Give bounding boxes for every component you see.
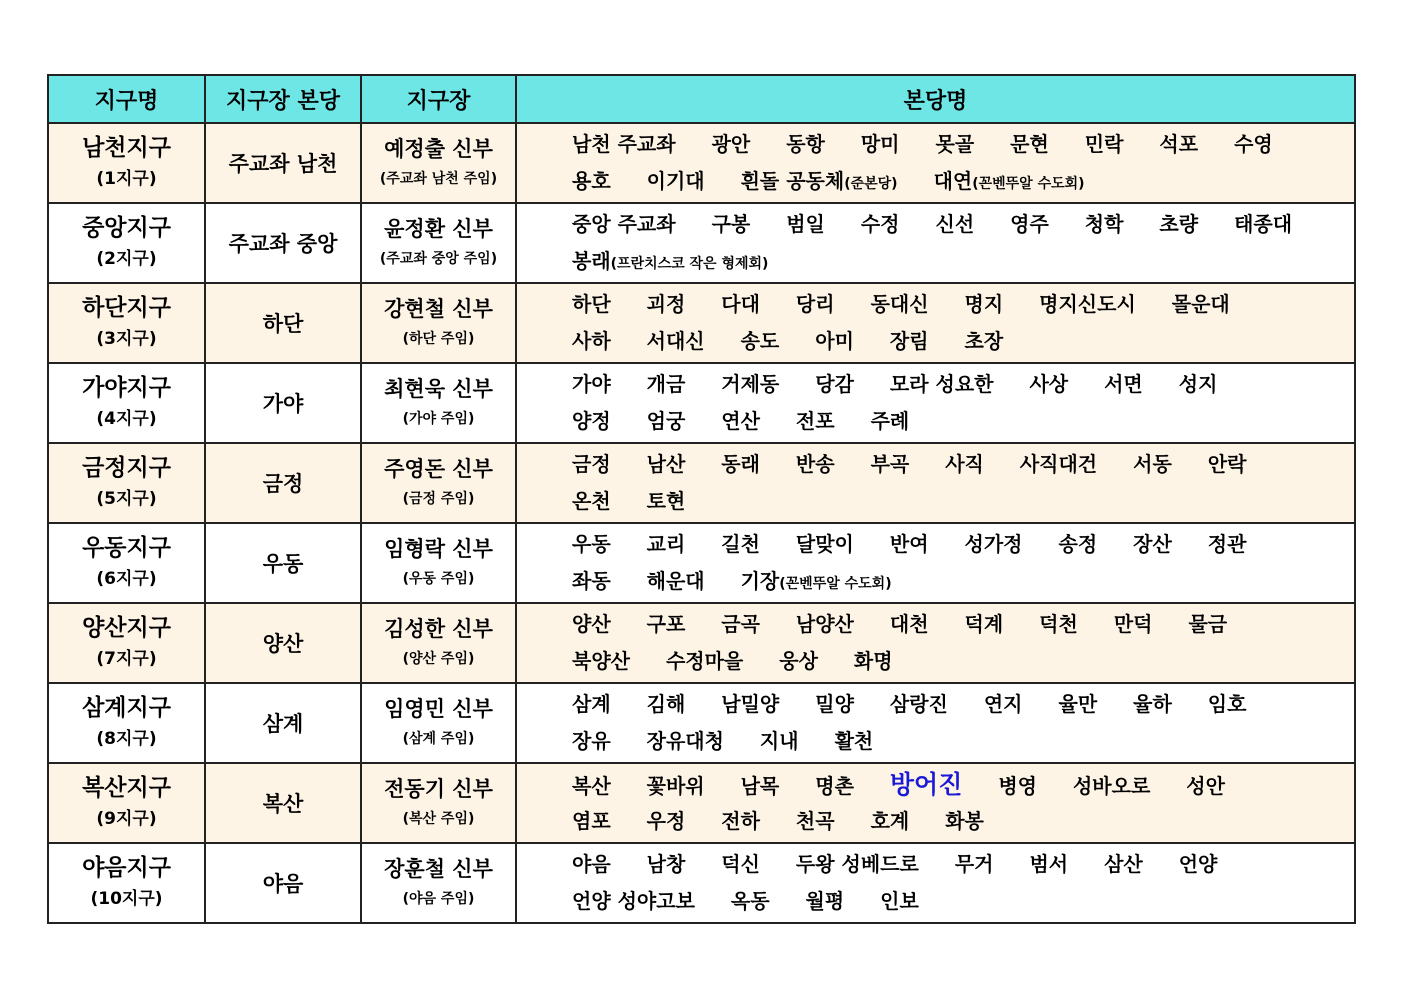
parish-list-cell	[516, 523, 1355, 603]
parish-name: 임호	[1207, 692, 1247, 716]
parish-name: 옥동	[730, 889, 770, 913]
parish-line	[572, 403, 1354, 440]
district-number: (2지구)	[96, 249, 157, 269]
leader-note: (주교좌 남천 주임)	[379, 171, 498, 187]
district-number: (1지구)	[96, 169, 157, 189]
parish-name: 망미	[860, 132, 900, 156]
parish-name: 신선	[935, 212, 975, 236]
district-table	[47, 74, 1356, 924]
parish-name-text: 대연	[933, 169, 973, 193]
parish-name: 대천	[889, 612, 929, 636]
parish-name: 몰운대	[1171, 292, 1230, 316]
leader-parish: 가야	[262, 392, 304, 416]
parish-name	[572, 163, 611, 200]
leader-note: (복산 주임)	[402, 811, 475, 827]
parish-name: 덕계	[964, 612, 1004, 636]
parish-line	[572, 126, 1354, 163]
parish-name-text: 좌동	[572, 569, 611, 593]
parish-name: 금곡	[721, 612, 760, 636]
parish-line	[572, 206, 1354, 243]
parish-name: 활천	[834, 729, 874, 753]
leader-parish-cell	[205, 363, 361, 443]
parish-name: 청학	[1084, 212, 1124, 236]
parish-list-cell	[516, 123, 1355, 203]
district-number: (3지구)	[96, 329, 157, 349]
parish-line	[572, 643, 1354, 680]
parish-name: 반여	[889, 532, 929, 556]
header-row	[48, 75, 1355, 123]
leader-cell	[361, 843, 516, 923]
parish-name: 광안	[711, 132, 751, 156]
parish-name: 엄궁	[646, 409, 686, 433]
leader-parish: 주교좌 중앙	[228, 232, 338, 256]
parish-name-text: 방어진	[889, 770, 963, 799]
parish-name: 언양	[1178, 852, 1218, 876]
parish-name: 명지	[964, 292, 1004, 316]
parish-name	[1186, 768, 1225, 805]
parish-line	[572, 846, 1354, 883]
parish-name	[647, 163, 705, 200]
district-cell	[48, 123, 205, 203]
parish-name: 구봉	[711, 212, 751, 236]
parish-note: (프란치스코 작은 형제회)	[610, 256, 769, 272]
parish-name: 장림	[889, 329, 929, 353]
leader-parish-cell	[205, 523, 361, 603]
parish-list-cell	[516, 763, 1355, 843]
parish-name: 수정마을	[665, 649, 744, 673]
parish-name: 거제동	[721, 372, 780, 396]
leader-parish-cell	[205, 603, 361, 683]
header-district: 지구명	[48, 75, 205, 123]
parish-list-cell	[516, 283, 1355, 363]
parish-name: 범서	[1029, 852, 1069, 876]
parish-name-text: 해운대	[646, 569, 705, 593]
leader-parish-cell	[205, 443, 361, 523]
district-number: (10지구)	[90, 889, 163, 909]
parish-name: 달맞이	[795, 532, 854, 556]
table-row	[48, 763, 1355, 843]
parish-name-text: 용호	[572, 169, 611, 193]
parish-line	[572, 163, 1354, 200]
parish-line	[572, 366, 1354, 403]
parish-line	[572, 803, 1354, 840]
leader-parish: 금정	[262, 472, 304, 496]
parish-name: 동항	[786, 132, 825, 156]
table-row	[48, 683, 1355, 763]
parish-line	[572, 766, 1354, 803]
leader-parish-cell	[205, 203, 361, 283]
parish-name	[741, 768, 780, 805]
parish-name: 명지신도시	[1039, 292, 1136, 316]
parish-name: 길천	[721, 532, 760, 556]
district-name: 야음지구	[82, 855, 171, 881]
parish-name: 사직	[945, 452, 984, 476]
leader-name: 예정출 신부	[384, 137, 493, 161]
parish-name: 금정	[572, 452, 611, 476]
parish-name: 야음	[572, 852, 611, 876]
district-name: 남천지구	[82, 135, 171, 161]
table-row	[48, 843, 1355, 923]
parish-list-cell	[516, 843, 1355, 923]
parish-name: 전포	[795, 409, 835, 433]
parish-name: 못골	[935, 132, 975, 156]
parish-name: 서대신	[646, 329, 705, 353]
district-name: 하단지구	[82, 295, 171, 321]
parish-line	[572, 563, 1354, 600]
district-name: 우동지구	[82, 535, 171, 561]
district-cell	[48, 843, 205, 923]
parish-name: 구포	[646, 612, 686, 636]
parish-list-cell	[516, 363, 1355, 443]
parish-list-cell	[516, 603, 1355, 683]
parish-name: 서면	[1104, 372, 1143, 396]
parish-name: 정관	[1207, 532, 1247, 556]
parish-name: 부곡	[870, 452, 910, 476]
parish-note: (꼰벤뚜알 수도회)	[779, 576, 892, 592]
parish-name: 지내	[759, 729, 799, 753]
parish-name-text: 흰돌 공동체	[740, 169, 845, 193]
parish-name: 장산	[1133, 532, 1172, 556]
parish-name: 다대	[721, 292, 760, 316]
parish-name: 괴정	[646, 292, 686, 316]
parish-name: 사상	[1029, 372, 1069, 396]
leader-parish-cell	[205, 763, 361, 843]
leader-name: 임형락 신부	[384, 537, 493, 561]
parish-name-text: 남목	[740, 774, 780, 798]
parish-name: 민락	[1084, 132, 1124, 156]
leader-note: (주교좌 중앙 주임)	[379, 251, 498, 267]
leader-cell	[361, 363, 516, 443]
parish-name: 주례	[870, 409, 910, 433]
parish-line	[572, 686, 1354, 723]
parish-name: 사직대건	[1019, 452, 1098, 476]
table-row	[48, 603, 1355, 683]
parish-name: 초량	[1159, 212, 1199, 236]
parish-note: (준본당)	[844, 176, 898, 192]
parish-name	[572, 768, 611, 805]
leader-cell	[361, 283, 516, 363]
parish-name: 밀양	[815, 692, 854, 716]
district-name: 삼계지구	[82, 695, 171, 721]
parish-name: 태종대	[1234, 212, 1293, 236]
leader-cell	[361, 683, 516, 763]
parish-name: 전하	[721, 809, 760, 833]
parish-name	[741, 563, 892, 603]
parish-name	[572, 563, 611, 600]
parish-name: 삼산	[1104, 852, 1143, 876]
parish-list-cell	[516, 443, 1355, 523]
parish-name-text: 성바오로	[1072, 774, 1151, 798]
parish-name: 연산	[721, 409, 760, 433]
leader-parish-cell	[205, 283, 361, 363]
parish-name	[934, 163, 1085, 203]
parish-name: 남산	[646, 452, 686, 476]
table-row	[48, 443, 1355, 523]
parish-name: 하단	[572, 292, 611, 316]
parish-name: 송정	[1058, 532, 1098, 556]
parish-name: 북양산	[572, 649, 630, 673]
parish-name: 수정	[860, 212, 900, 236]
parish-name	[741, 163, 898, 203]
parish-name: 덕천	[1039, 612, 1078, 636]
leader-cell	[361, 123, 516, 203]
leader-name: 임영민 신부	[384, 697, 493, 721]
parish-name: 동래	[721, 452, 760, 476]
parish-name-text: 성안	[1186, 774, 1225, 798]
parish-name: 동대신	[870, 292, 929, 316]
leader-parish: 야음	[262, 872, 304, 896]
parish-line	[572, 286, 1354, 323]
district-cell	[48, 683, 205, 763]
parish-name: 삼랑진	[889, 692, 948, 716]
district-cell	[48, 283, 205, 363]
parish-name: 서동	[1133, 452, 1172, 476]
district-number: (5지구)	[96, 489, 157, 509]
leader-name: 장훈철 신부	[384, 857, 493, 881]
parish-name: 토현	[646, 489, 686, 513]
table-row	[48, 283, 1355, 363]
parish-name: 율만	[1058, 692, 1098, 716]
leader-parish: 양산	[262, 632, 304, 656]
leader-parish: 삼계	[262, 712, 304, 736]
district-number: (4지구)	[96, 409, 157, 429]
district-number: (8지구)	[96, 729, 157, 749]
leader-parish: 주교좌 남천	[228, 152, 338, 176]
table-row	[48, 123, 1355, 203]
parish-note: (꼰벤뚜알 수도회)	[972, 176, 1085, 192]
parish-name: 성가정	[964, 532, 1023, 556]
district-name: 가야지구	[82, 375, 171, 401]
parish-name: 범일	[786, 212, 825, 236]
district-cell	[48, 603, 205, 683]
parish-line	[572, 323, 1354, 360]
parish-line	[572, 243, 1354, 280]
parish-name: 모라 성요한	[889, 372, 994, 396]
leader-cell	[361, 523, 516, 603]
parish-name: 남천 주교좌	[572, 132, 676, 156]
district-cell	[48, 363, 205, 443]
parish-name: 교리	[646, 532, 686, 556]
parish-name: 호계	[870, 809, 910, 833]
parish-name: 양산	[572, 612, 611, 636]
district-name: 금정지구	[82, 455, 171, 481]
parish-name-text: 병영	[998, 774, 1037, 798]
parish-name: 사하	[572, 329, 611, 353]
leader-note: (가야 주임)	[402, 411, 475, 427]
parish-name: 남창	[646, 852, 686, 876]
parish-line	[572, 606, 1354, 643]
leader-parish: 하단	[262, 312, 304, 336]
district-cell	[48, 763, 205, 843]
parish-name: 양정	[572, 409, 611, 433]
parish-name: 장유대청	[646, 729, 724, 753]
parish-name	[1073, 768, 1150, 805]
district-cell	[48, 443, 205, 523]
parish-line	[572, 526, 1354, 563]
header-leader: 지구장	[361, 75, 516, 123]
parish-name: 아미	[815, 329, 854, 353]
parish-name: 덕신	[721, 852, 760, 876]
parish-name: 연지	[983, 692, 1023, 716]
parish-line	[572, 723, 1354, 760]
leader-cell	[361, 763, 516, 843]
district-number: (6지구)	[96, 569, 157, 589]
leader-parish-cell	[205, 123, 361, 203]
parish-name: 안락	[1207, 452, 1247, 476]
parish-name: 초장	[964, 329, 1004, 353]
district-number: (7지구)	[96, 649, 157, 669]
leader-name: 전동기 신부	[384, 777, 493, 801]
leader-parish: 우동	[262, 552, 304, 576]
parish-name: 개금	[646, 372, 686, 396]
table-row	[48, 523, 1355, 603]
district-cell	[48, 523, 205, 603]
parish-name: 중앙 주교좌	[572, 212, 676, 236]
parish-name: 반송	[795, 452, 835, 476]
parish-name-text: 기장	[740, 569, 780, 593]
parish-name: 화명	[853, 649, 893, 673]
parish-name-text: 봉래	[572, 249, 611, 273]
header-parishes: 본당명	[516, 75, 1355, 123]
parish-name	[572, 243, 768, 283]
parish-line	[572, 883, 1354, 920]
district-name: 복산지구	[82, 775, 171, 801]
leader-name: 윤정환 신부	[384, 217, 493, 241]
parish-name: 문현	[1010, 132, 1049, 156]
parish-list-cell	[516, 683, 1355, 763]
parish-name: 월평	[805, 889, 845, 913]
parish-name: 인보	[880, 889, 919, 913]
parish-name	[647, 563, 705, 600]
district-cell	[48, 203, 205, 283]
parish-name-text: 복산	[572, 774, 611, 798]
leader-note: (삼계 주임)	[402, 731, 475, 747]
leader-name: 최현욱 신부	[384, 377, 493, 401]
header-leader-parish: 지구장 본당	[205, 75, 361, 123]
parish-name: 수영	[1234, 132, 1273, 156]
leader-note: (금정 주임)	[402, 491, 475, 507]
parish-name	[815, 768, 854, 805]
leader-note: (우동 주임)	[402, 571, 475, 587]
leader-note: (야음 주임)	[402, 891, 475, 907]
parish-name: 우동	[572, 532, 611, 556]
parish-name: 염포	[572, 809, 611, 833]
parish-name: 웅상	[779, 649, 818, 673]
table-body	[48, 123, 1355, 923]
parish-name	[998, 768, 1037, 805]
parish-name: 남밀양	[721, 692, 780, 716]
parish-name: 당감	[815, 372, 854, 396]
parish-name-text: 명촌	[815, 774, 854, 798]
district-name: 양산지구	[82, 615, 171, 641]
leader-name: 주영돈 신부	[384, 457, 493, 481]
parish-list-cell	[516, 203, 1355, 283]
table-row	[48, 363, 1355, 443]
parish-name	[647, 768, 705, 805]
district-name: 중앙지구	[82, 215, 171, 241]
parish-name: 남양산	[795, 612, 854, 636]
parish-name: 율하	[1133, 692, 1172, 716]
parish-name: 천곡	[795, 809, 835, 833]
leader-note: (하단 주임)	[402, 331, 475, 347]
parish-name: 화봉	[945, 809, 984, 833]
leader-cell	[361, 203, 516, 283]
parish-name: 무거	[954, 852, 994, 876]
parish-name-text: 이기대	[646, 169, 705, 193]
parish-name: 물금	[1188, 612, 1228, 636]
leader-parish-cell	[205, 683, 361, 763]
parish-name: 우정	[646, 809, 686, 833]
parish-name: 온천	[572, 489, 611, 513]
parish-name-text: 꽃바위	[646, 774, 705, 798]
parish-name: 석포	[1159, 132, 1199, 156]
parish-name: 가야	[572, 372, 611, 396]
parish-line	[572, 483, 1354, 520]
parish-name: 만덕	[1113, 612, 1153, 636]
parish-name-highlighted	[890, 766, 962, 803]
leader-name: 김성한 신부	[384, 617, 493, 641]
parish-name: 영주	[1010, 212, 1049, 236]
leader-parish: 복산	[262, 792, 304, 816]
leader-parish-cell	[205, 843, 361, 923]
parish-name: 언양 성야고보	[572, 889, 695, 913]
parish-name: 김해	[646, 692, 686, 716]
leader-name: 강현철 신부	[384, 297, 493, 321]
leader-cell	[361, 443, 516, 523]
leader-note: (양산 주임)	[402, 651, 475, 667]
table-row	[48, 203, 1355, 283]
parish-name: 성지	[1178, 372, 1218, 396]
parish-name: 송도	[740, 329, 780, 353]
parish-name: 두왕 성베드로	[795, 852, 919, 876]
parish-name: 장유	[572, 729, 611, 753]
parish-line	[572, 446, 1354, 483]
district-number: (9지구)	[96, 809, 157, 829]
parish-name: 당리	[795, 292, 835, 316]
parish-name: 삼계	[572, 692, 611, 716]
leader-cell	[361, 603, 516, 683]
